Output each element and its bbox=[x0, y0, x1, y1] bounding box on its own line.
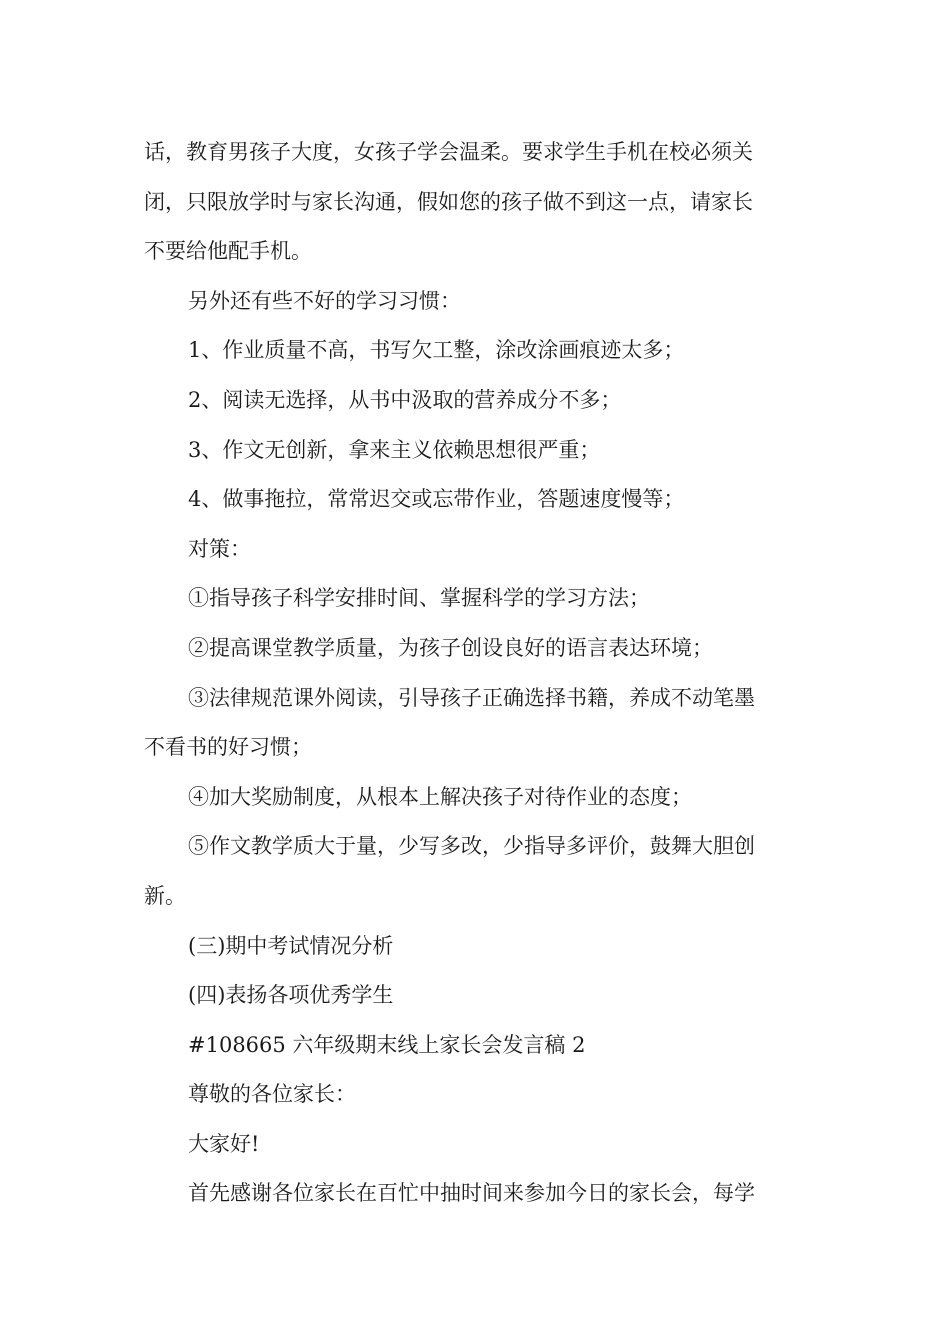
paragraph bbox=[144, 1021, 808, 1071]
paragraph bbox=[144, 128, 808, 277]
text-line: ①指导孩子科学安排时间、掌握科学的学习方法； bbox=[188, 586, 650, 611]
text-line: ③法律规范课外阅读，引导孩子正确选择书籍，养成不动笔墨 bbox=[188, 685, 755, 710]
paragraph bbox=[144, 574, 808, 624]
text-line: 2、阅读无选择，从书中汲取的营养成分不多； bbox=[188, 387, 622, 412]
paragraph bbox=[144, 773, 808, 823]
text-line: #108665 六年级期末线上家长会发言稿 2 bbox=[188, 1032, 586, 1057]
paragraph bbox=[144, 426, 808, 476]
paragraph bbox=[144, 525, 808, 575]
text-line: (四)表扬各项优秀学生 bbox=[188, 983, 394, 1008]
text-line: 话，教育男孩子大度，女孩子学会温柔。要求学生手机在校必须关 bbox=[144, 140, 753, 164]
text-line: 1、作业质量不高，书写欠工整，涂改涂画痕迹太多； bbox=[188, 338, 685, 363]
paragraph bbox=[144, 1070, 808, 1120]
text-line: ④加大奖励制度，从根本上解决孩子对待作业的态度； bbox=[188, 784, 692, 809]
paragraph bbox=[144, 971, 808, 1021]
paragraph bbox=[144, 922, 808, 972]
paragraph bbox=[144, 376, 808, 426]
text-line: 新。 bbox=[144, 883, 186, 908]
text-line: 另外还有些不好的学习习惯： bbox=[188, 288, 461, 313]
paragraph bbox=[144, 822, 808, 921]
text-line: 首先感谢各位家长在百忙中抽时间来参加今日的家长会，每学 bbox=[188, 1181, 755, 1206]
paragraph bbox=[144, 475, 808, 525]
paragraph bbox=[144, 326, 808, 376]
paragraph bbox=[144, 277, 808, 327]
document-body bbox=[144, 128, 808, 1219]
text-line: ②提高课堂教学质量，为孩子创设良好的语言表达环境； bbox=[188, 635, 713, 660]
text-line: 不要给他配手机。 bbox=[144, 239, 312, 264]
text-line: 大家好! bbox=[188, 1131, 260, 1156]
text-line: 不看书的好习惯； bbox=[144, 735, 312, 760]
text-line: ⑤作文教学质大于量，少写多改，少指导多评价，鼓舞大胆创 bbox=[188, 834, 755, 859]
text-line: 尊敬的各位家长： bbox=[188, 1082, 356, 1107]
paragraph bbox=[144, 1120, 808, 1170]
text-line: 4、做事拖拉，常常迟交或忘带作业，答题速度慢等； bbox=[188, 487, 685, 512]
paragraph bbox=[144, 674, 808, 773]
text-line: 对策： bbox=[188, 536, 251, 561]
text-line: 3、作文无创新，拿来主义依赖思想很严重； bbox=[188, 437, 601, 462]
text-line: 闭，只限放学时与家长沟通，假如您的孩子做不到这一点，请家长 bbox=[144, 189, 753, 214]
paragraph bbox=[144, 1169, 808, 1219]
text-line: (三)期中考试情况分析 bbox=[188, 933, 394, 958]
paragraph bbox=[144, 624, 808, 674]
